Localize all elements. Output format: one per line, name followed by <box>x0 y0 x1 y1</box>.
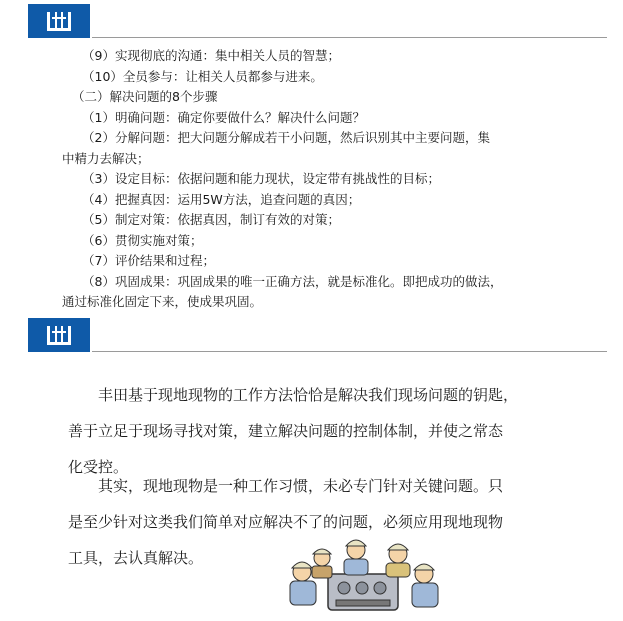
chinese-gate-logo-icon <box>44 323 74 347</box>
section-header-2 <box>0 318 623 354</box>
list-item: （7）评价结果和过程； <box>82 253 215 268</box>
list-item: （3）设定目标：依据问题和能力现状，设定带有挑战性的目标； <box>82 171 440 186</box>
list-item-continued: 中精力去解决； <box>62 150 150 166</box>
paragraph-line: 是至少针对这类我们简单对应解决不了的问题，必须应用现地现物 <box>68 513 504 531</box>
chinese-gate-logo-icon <box>44 9 74 33</box>
list-item: （8）巩固成果：巩固成果的唯一正确方法，就是标准化。即把成功的做法， <box>82 273 503 289</box>
list-item: （9）实现彻底的沟通：集中相关人员的智慧； <box>82 48 340 63</box>
list-item: （1）明确问题：确定你要做什么？解决什么问题？ <box>82 109 365 125</box>
list-item-continued: 通过标准化固定下来，使成果巩固。 <box>62 294 263 309</box>
logo-badge <box>28 4 90 38</box>
workers-inspecting-engine-illustration <box>278 532 446 612</box>
paragraph-line: 工具，去认真解决。 <box>68 549 204 567</box>
paragraph-line: 丰田基于现地现物的工作方法恰恰是解决我们现场问题的钥匙， <box>98 386 519 404</box>
list-item: （10）全员参与：让相关人员都参与进来。 <box>82 68 323 84</box>
list-item: （4）把握真因：运用5W方法，追查问题的真因； <box>82 191 361 207</box>
list-item: （6）贯彻实施对策； <box>82 232 203 248</box>
steps-list <box>64 46 609 313</box>
subheading: （二）解决问题的8个步骤 <box>72 89 218 104</box>
list-item: （2）分解问题：把大问题分解成若干小问题，然后识别其中主要问题，集 <box>82 130 490 145</box>
section-header-1 <box>0 4 623 40</box>
list-item: （5）制定对策：依据真因，制订有效的对策； <box>82 212 340 227</box>
paragraph-line: 化受控。 <box>68 458 129 476</box>
header-rule <box>92 351 607 352</box>
paragraph-line: 其实，现地现物是一种工作习惯，未必专门针对关键问题。只 <box>98 477 504 495</box>
header-rule <box>92 37 607 38</box>
paragraph-line: 善于立足于现场寻找对策，建立解决问题的控制体制，并使之常态 <box>68 422 504 440</box>
logo-badge <box>28 318 90 352</box>
